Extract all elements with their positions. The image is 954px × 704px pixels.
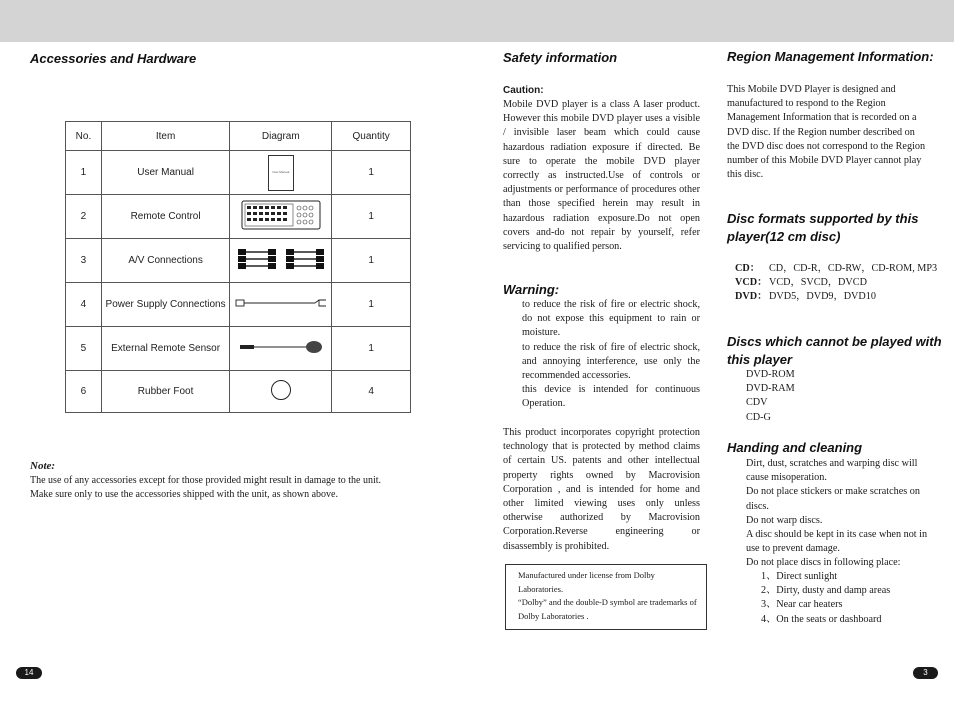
format-row: [735, 290, 945, 304]
header-no: No.: [66, 122, 102, 151]
table-header-row: [66, 122, 411, 151]
list-item: Do not warp discs.: [746, 514, 823, 526]
list-item: 1、Direct sunlight: [761, 571, 838, 582]
row-no: 3: [66, 239, 102, 283]
list-item: A disc should be kept in its case when not in use to prevent damage.: [746, 529, 928, 555]
remote-control-diagram: [241, 200, 321, 230]
table-row: [66, 371, 411, 413]
row-item: Power Supply Connections: [101, 283, 229, 327]
row-qty: 4: [332, 371, 411, 413]
row-no: 1: [66, 151, 102, 195]
warning-item: this device is intended for continuous Operation.: [522, 384, 700, 410]
header-diagram: Diagram: [230, 122, 332, 151]
list-item: DVD-RAM: [746, 383, 795, 395]
page-number-right: 3: [913, 667, 938, 679]
row-no: 5: [66, 327, 102, 371]
power-cable-diagram: [235, 297, 327, 309]
cannot-play-title: Discs which cannot be played with this player: [727, 334, 942, 367]
rubber-foot-diagram: [270, 379, 292, 401]
format-row: [735, 276, 945, 290]
accessories-table: [65, 121, 411, 413]
row-item: Rubber Foot: [101, 371, 229, 413]
region-text: This Mobile DVD Player is designed and manufactured to respond to the Region Management Information that is recorded on a DVD disc. If the Region number described on the DVD disc does not correspond to the Region number of this Mobile DVD Player cannot play this disc.: [727, 84, 926, 181]
warning-item: to reduce the risk of fire or electric shock, do not expose this equipment to rain or moisture.: [522, 299, 700, 339]
manual-cover-text: User Manual: [272, 169, 290, 174]
list-item: CD-G: [746, 411, 771, 423]
row-qty: 1: [332, 327, 411, 371]
list-item: Dirt, dust, scratches and warping disc will cause misoperation.: [746, 458, 918, 484]
dolby-line-1: Manufactured under license from Dolby Laboratories.: [518, 570, 655, 594]
row-qty: 1: [332, 151, 411, 195]
header-quantity: Quantity: [332, 122, 411, 151]
copyright-paragraph: This product incorporates copyright protection technology that is protected by method claims of certain US. patents and other intellectual property rights owned by Macrovision Corporation , and is intended for home and other limited viewing uses only unless otherwise authorized by Macrovision Corporation.Reverse engineering or disassembly is prohibited.: [503, 427, 700, 552]
caution-paragraph: Mobile DVD player is a class A laser product. However this mobile DVD player uses a visible / invisible laser beam which could cause hazardous radiation exposure if directed. Be sure to operate the mobile DVD player correctly as instructed.Use of controls or adjustments or performance of procedures other than those specified herein may result in hazardous radiation exposure.Do not open covers and-do not repair by yourself, refer servicing to qualified person.: [503, 99, 700, 253]
row-qty: 1: [332, 195, 411, 239]
header-bar: [0, 0, 954, 42]
dolby-box: [505, 564, 707, 630]
formats-title: Disc formats supported by this player(12 cm disc): [727, 211, 919, 244]
row-no: 4: [66, 283, 102, 327]
table-row: [66, 195, 411, 239]
table-row: [66, 283, 411, 327]
warning-title: Warning:: [503, 282, 560, 297]
av-cable-diagram: [236, 246, 326, 272]
format-label: CD：: [735, 263, 760, 274]
diagram-cell: [230, 195, 332, 239]
row-item: External Remote Sensor: [101, 327, 229, 371]
list-item: 3、Near car heaters: [761, 599, 843, 611]
dolby-line-2: “Dolby” and the double-D symbol are trademarks of Dolby Laboratories .: [518, 597, 697, 621]
format-label: VCD：: [735, 277, 768, 289]
row-item: A/V Connections: [101, 239, 229, 283]
row-no: 2: [66, 195, 102, 239]
list-item: CDV: [746, 397, 768, 409]
row-qty: 1: [332, 239, 411, 283]
list-item: 2、Dirty, dusty and damp areas: [761, 585, 891, 597]
table-row: [66, 327, 411, 371]
copyright-text: [503, 426, 700, 554]
row-qty: 1: [332, 283, 411, 327]
remote-sensor-diagram: [238, 337, 324, 357]
user-manual-diagram: [268, 155, 294, 191]
handling-title: Handing and cleaning: [727, 440, 863, 455]
accessories-title: Accessories and Hardware: [30, 51, 197, 66]
caution-text: [503, 98, 700, 254]
diagram-cell: [230, 327, 332, 371]
row-item: User Manual: [101, 151, 229, 195]
table-row: [66, 151, 411, 195]
safety-title: Safety information: [503, 50, 618, 65]
format-value: VCD，SVCD，DVCD: [769, 277, 867, 289]
diagram-cell: [230, 371, 332, 413]
list-item: Do not place discs in following place:: [746, 557, 901, 569]
note-text: The use of any accessories except for those provided might result in damage to the unit. Make sure only to use the accessories shipped with the unit, as shown above.: [30, 475, 382, 500]
cannot-play-list: [746, 368, 795, 425]
table-row: [66, 239, 411, 283]
row-no: 6: [66, 371, 102, 413]
formats-list: [735, 262, 945, 305]
list-item: DVD-ROM: [746, 369, 795, 380]
diagram-cell: [230, 151, 332, 195]
warning-item: to reduce the risk of fire of electric shock, and annoying interference, use only the recommended accessories.: [522, 341, 700, 382]
warning-list: [522, 298, 700, 412]
region-title: Region Management Information:: [727, 49, 934, 64]
format-row: [735, 262, 945, 276]
format-value: CD，CD-R，CD-RW，CD-ROM, MP3: [769, 263, 938, 274]
header-item: Item: [101, 122, 229, 151]
row-item: Remote Control: [101, 195, 229, 239]
list-item: 4、On the seats or dashboard: [761, 613, 882, 625]
caution-label: Caution:: [503, 85, 544, 96]
handling-list: [746, 457, 930, 571]
format-value: DVD5，DVD9，DVD10: [769, 291, 876, 303]
diagram-cell: [230, 239, 332, 283]
list-item: Do not place stickers or make scratches on discs.: [746, 486, 920, 512]
diagram-cell: [230, 283, 332, 327]
page-number-left: 14: [16, 667, 42, 679]
places-list: [761, 570, 941, 627]
format-label: DVD：: [735, 291, 768, 303]
note-label: Note:: [30, 460, 56, 472]
